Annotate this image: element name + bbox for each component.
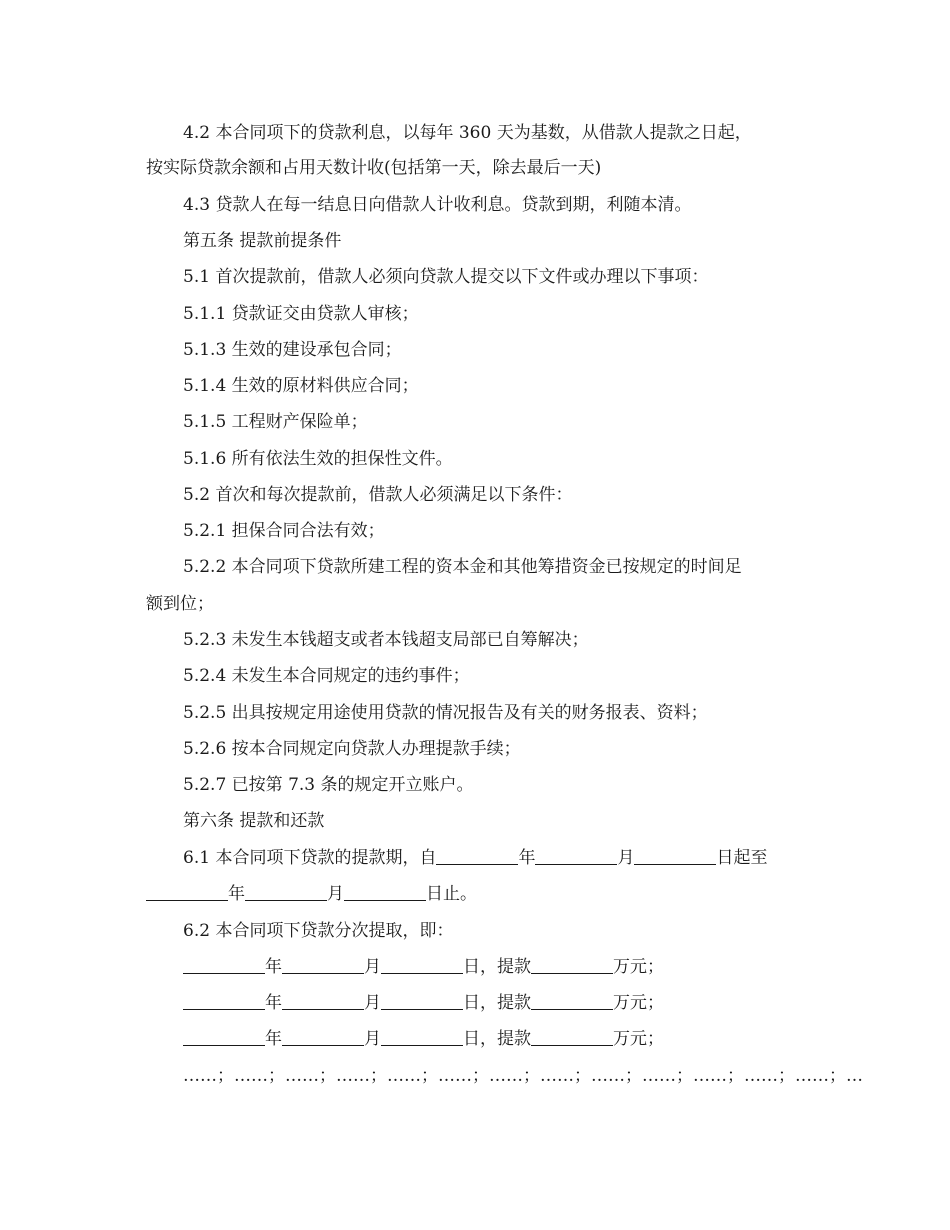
clause-5-2-2-line-1: 5.2.2 本合同项下贷款所建工程的资本金和其他筹措资金已按规定的时间足: [183, 557, 742, 577]
month-label: 月: [617, 848, 635, 868]
blank-field: [282, 1029, 364, 1046]
month-label: 月: [364, 993, 381, 1013]
blank-field: [245, 884, 327, 901]
clause-5-1: 5.1 首次提款前，借款人必须向贷款人提交以下文件或办理以下事项：: [183, 267, 709, 287]
drawdown-row: [183, 992, 664, 1014]
clause-5-1-3: 5.1.3 生效的建设承包合同；: [183, 340, 402, 360]
blank-field: [531, 1029, 613, 1046]
clause-5-2-3: 5.2.3 未发生本钱超支或者本钱超支局部已自筹解决；: [183, 630, 589, 650]
year-label: 年: [265, 1029, 282, 1049]
clause-6-1-line-2: [146, 883, 477, 905]
clause-5-1-4: 5.1.4 生效的原材料供应合同；: [183, 376, 419, 396]
blank-field: [183, 1029, 265, 1046]
clause-6-1-prefix: 6.1 本合同项下贷款的提款期，自: [183, 848, 437, 868]
month-label: 月: [327, 884, 344, 904]
blank-field: [344, 884, 426, 901]
drawdown-day-label: 日，提款: [463, 1029, 531, 1049]
clause-5-2-5: 5.2.5 出具按规定用途使用贷款的情况报告及有关的财务报表、资料；: [183, 703, 708, 723]
clause-5-2-7: 5.2.7 已按第 7.3 条的规定开立账户。: [183, 775, 474, 795]
clause-5-1-1: 5.1.1 贷款证交由贷款人审核；: [183, 304, 419, 324]
clause-5-1-5: 5.1.5 工程财产保险单；: [183, 412, 368, 432]
clause-5-2-4: 5.2.4 未发生本合同规定的违约事件；: [183, 666, 470, 686]
clause-4-2-line-1: 4.2 本合同项下的贷款利息，以每年 360 天为基数，从借款人提款之日起，: [183, 123, 752, 143]
blank-field: [381, 957, 463, 974]
day-to-label: 日止。: [426, 884, 477, 904]
blank-field: [436, 848, 518, 865]
clause-5-2-6: 5.2.6 按本合同规定向贷款人办理提款手续；: [183, 739, 521, 759]
year-label: 年: [265, 957, 282, 977]
blank-field: [381, 993, 463, 1010]
blank-field: [531, 993, 613, 1010]
blank-field: [381, 1029, 463, 1046]
drawdown-day-label: 日，提款: [463, 993, 531, 1013]
blank-field: [282, 957, 364, 974]
article-6-heading: 第六条 提款和还款: [183, 811, 325, 831]
month-label: 月: [364, 1029, 381, 1049]
blank-field: [531, 957, 613, 974]
clause-5-2-2-line-2: 额到位；: [146, 594, 214, 614]
clause-4-3: 4.3 贷款人在每一结息日向借款人计收利息。贷款到期，利随本清。: [183, 195, 692, 215]
amount-unit-label: 万元；: [613, 957, 664, 977]
article-5-heading: 第五条 提款前提条件: [183, 231, 342, 251]
drawdown-row: [183, 956, 664, 978]
clause-6-1-line-1: [183, 847, 767, 869]
blank-field: [535, 848, 617, 865]
continuation-dots: ……；……；……；……；……；……；……；……；……；……；……；……；……；…: [183, 1066, 863, 1086]
amount-unit-label: 万元；: [613, 993, 664, 1013]
clause-5-2: 5.2 首次和每次提款前，借款人必须满足以下条件：: [183, 485, 573, 505]
year-label: 年: [265, 993, 282, 1013]
clause-5-1-6: 5.1.6 所有依法生效的担保性文件。: [183, 449, 453, 469]
clause-4-2-line-2: 按实际贷款余额和占用天数计收(包括第一天，除去最后一天): [146, 158, 602, 178]
blank-field: [183, 957, 265, 974]
blank-field: [634, 848, 716, 865]
day-from-label: 日起至: [716, 848, 768, 868]
blank-field: [183, 993, 265, 1010]
drawdown-row: [183, 1028, 664, 1050]
clause-5-2-1: 5.2.1 担保合同合法有效；: [183, 521, 385, 541]
year-label: 年: [518, 848, 536, 868]
blank-field: [146, 884, 228, 901]
amount-unit-label: 万元；: [613, 1029, 664, 1049]
clause-6-2: 6.2 本合同项下贷款分次提取，即：: [183, 921, 454, 941]
drawdown-day-label: 日，提款: [463, 957, 531, 977]
month-label: 月: [364, 957, 381, 977]
blank-field: [282, 993, 364, 1010]
year-label: 年: [228, 884, 245, 904]
